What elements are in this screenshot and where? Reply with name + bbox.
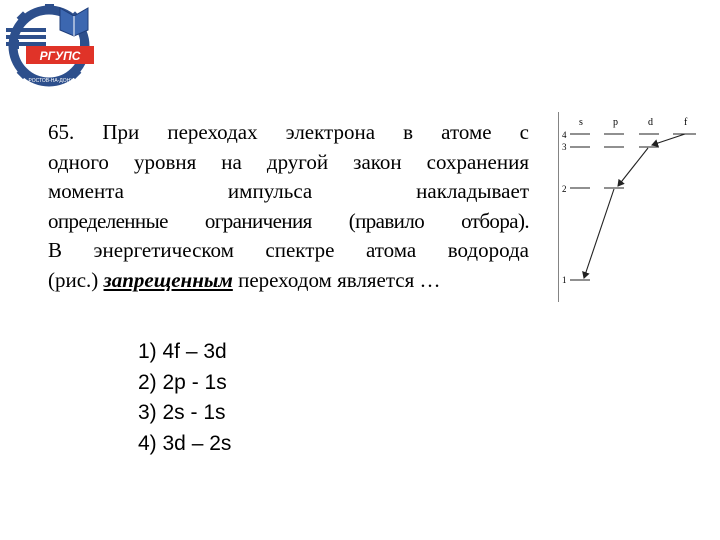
answer-list (138, 337, 231, 459)
answer-option-3: 3) 2s - 1s (138, 401, 226, 424)
level-label-1: 1 (562, 275, 567, 285)
column-label-f: f (684, 117, 688, 128)
level-label-4: 4 (562, 130, 567, 140)
book-icon (60, 8, 88, 36)
university-logo (4, 2, 104, 92)
level-label-2: 2 (562, 184, 567, 194)
question-line-6-suffix: переходом является … (232, 267, 441, 292)
question-line-1: 65. При переходах электрона в атоме с (48, 120, 529, 144)
column-label-p: p (613, 117, 618, 128)
energy-level-diagram (558, 112, 708, 302)
question-line-4: определенные ограничения (правило отбора). (48, 208, 529, 233)
rail-stripes (6, 28, 46, 46)
column-label-s: s (579, 117, 583, 128)
question-line-6-prefix: (рис.) (48, 267, 104, 292)
level-label-3: 3 (562, 142, 567, 152)
emphasized-word: запрещенным (103, 267, 233, 292)
transition-4f-3d (652, 134, 685, 145)
answer-option-1: 1) 4f – 3d (138, 340, 227, 363)
answer-option-2: 2) 2p - 1s (138, 370, 227, 394)
column-label-d: d (648, 117, 653, 128)
question-text (48, 118, 529, 295)
question-line-2: одного уровня на другой закон сохранения (48, 149, 529, 174)
logo-text: РГУПС (39, 49, 81, 63)
logo-ring-text: РОСТОВ-НА-ДОНУ (28, 78, 74, 84)
question-line-3: момента импульса накладывает (48, 179, 529, 203)
question-line-5: В энергетическом спектре атома водорода (48, 238, 529, 262)
answer-option-4: 4) 3d – 2s (138, 431, 232, 455)
transition-3d-2p (618, 148, 648, 186)
question-line-6 (48, 266, 529, 296)
transition-2p-1s (584, 189, 614, 278)
